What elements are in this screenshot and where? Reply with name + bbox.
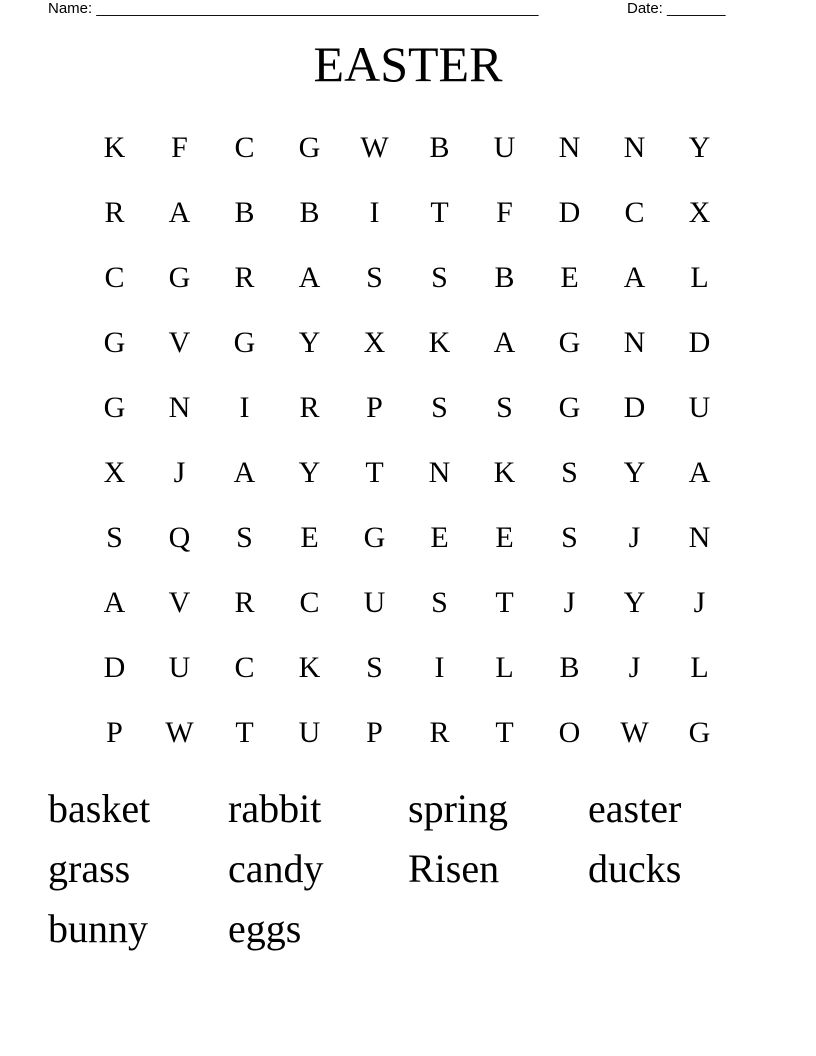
grid-letter: K	[493, 455, 516, 489]
grid-letter: G	[233, 325, 256, 359]
grid-letter: Q	[168, 520, 191, 554]
grid-letter: S	[561, 520, 578, 554]
grid-letter: G	[558, 325, 581, 359]
grid-letter: O	[558, 715, 581, 749]
grid-letter: P	[366, 390, 383, 424]
grid-letter: W	[360, 130, 389, 164]
grid-letter: D	[688, 325, 711, 359]
grid-letter: Y	[623, 455, 646, 489]
grid-letter: C	[299, 585, 320, 619]
date-field-label: Date: _______	[627, 0, 726, 17]
grid-letter: L	[690, 650, 709, 684]
grid-letter: I	[239, 390, 250, 424]
page-title: EASTER	[313, 36, 503, 92]
grid-letter: X	[363, 325, 386, 359]
grid-letter: C	[104, 260, 125, 294]
name-field-label: Name: _____________________________________________________	[48, 0, 539, 17]
grid-letter: J	[563, 585, 576, 619]
grid-letter: A	[298, 260, 321, 294]
grid-letter: J	[693, 585, 706, 619]
word-list	[48, 782, 768, 962]
grid-letter: A	[688, 455, 711, 489]
grid-letter: R	[429, 715, 450, 749]
grid-letter: R	[234, 260, 255, 294]
grid-letter: K	[298, 650, 321, 684]
grid-letter: W	[165, 715, 194, 749]
grid-letter: V	[168, 585, 191, 619]
grid-letter: J	[628, 650, 641, 684]
grid-letter: G	[363, 520, 386, 554]
header-line	[0, 0, 816, 20]
grid-letter: U	[688, 390, 711, 424]
grid-letter: P	[366, 715, 383, 749]
grid-letter: E	[430, 520, 449, 554]
grid-letter: B	[494, 260, 515, 294]
grid-letter: P	[106, 715, 123, 749]
grid-letter: A	[168, 195, 191, 229]
grid-letter: L	[690, 260, 709, 294]
grid-letter: N	[623, 130, 646, 164]
grid-letter: T	[495, 585, 514, 619]
grid-letter: S	[236, 520, 253, 554]
word-list-item: grass	[48, 846, 131, 891]
grid-letter: B	[429, 130, 450, 164]
grid-letter: J	[628, 520, 641, 554]
grid-letter: S	[366, 650, 383, 684]
grid-letter: R	[299, 390, 320, 424]
grid-letter: Y	[688, 130, 711, 164]
grid-letter: T	[430, 195, 449, 229]
grid-letter: B	[559, 650, 580, 684]
grid-letter: F	[496, 195, 513, 229]
grid-letter: G	[103, 325, 126, 359]
grid-letter: A	[623, 260, 646, 294]
grid-letter: N	[558, 130, 581, 164]
grid-letter: G	[298, 130, 321, 164]
grid-letter: R	[234, 585, 255, 619]
grid-letter: A	[103, 585, 126, 619]
grid-letter: E	[300, 520, 319, 554]
grid-letter: I	[369, 195, 380, 229]
grid-letter: Y	[298, 455, 321, 489]
grid-letter: U	[493, 130, 516, 164]
word-list-item: ducks	[588, 846, 682, 891]
grid-letter: Y	[623, 585, 646, 619]
grid-letter: B	[234, 195, 255, 229]
grid-letter: S	[431, 585, 448, 619]
grid-letter: X	[103, 455, 126, 489]
word-list-item: rabbit	[228, 786, 322, 831]
grid-letter: W	[620, 715, 649, 749]
grid-letter: F	[171, 130, 188, 164]
word-list-item: candy	[228, 846, 324, 891]
word-list-item: Risen	[408, 846, 500, 891]
grid-letter: T	[235, 715, 254, 749]
grid-letter: I	[434, 650, 445, 684]
grid-letter: N	[688, 520, 711, 554]
grid-letter: N	[623, 325, 646, 359]
grid-letter: S	[106, 520, 123, 554]
grid-letter: S	[431, 260, 448, 294]
grid-letter: C	[624, 195, 645, 229]
grid-letter: V	[168, 325, 191, 359]
grid-letter: U	[168, 650, 191, 684]
grid-letter: D	[103, 650, 126, 684]
grid-letter: G	[168, 260, 191, 294]
word-list-item: basket	[48, 786, 151, 831]
grid-letter: S	[431, 390, 448, 424]
grid-letter: E	[560, 260, 579, 294]
grid-letter: E	[495, 520, 514, 554]
grid-letter: S	[496, 390, 513, 424]
letter-grid	[82, 115, 732, 765]
grid-letter: L	[495, 650, 514, 684]
grid-letter: S	[366, 260, 383, 294]
grid-letter: B	[299, 195, 320, 229]
grid-letter: T	[495, 715, 514, 749]
grid-letter: Y	[298, 325, 321, 359]
grid-letter: U	[298, 715, 321, 749]
word-list-item: eggs	[228, 906, 302, 951]
grid-letter: D	[623, 390, 646, 424]
grid-letter: C	[234, 130, 255, 164]
grid-letter: K	[103, 130, 126, 164]
grid-letter: S	[561, 455, 578, 489]
grid-letter: C	[234, 650, 255, 684]
grid-letter: U	[363, 585, 386, 619]
word-list-item: bunny	[48, 906, 148, 951]
word-list-item: easter	[588, 786, 682, 831]
grid-letter: N	[168, 390, 191, 424]
grid-letter: A	[493, 325, 516, 359]
grid-letter: X	[688, 195, 711, 229]
grid-letter: N	[428, 455, 451, 489]
grid-letter: D	[558, 195, 581, 229]
grid-letter: R	[104, 195, 125, 229]
grid-letter: G	[558, 390, 581, 424]
grid-letter: A	[233, 455, 256, 489]
grid-letter: G	[103, 390, 126, 424]
grid-letter: K	[428, 325, 451, 359]
grid-letter: J	[173, 455, 186, 489]
word-list-item: spring	[408, 786, 508, 831]
grid-letter: G	[688, 715, 711, 749]
grid-letter: T	[365, 455, 384, 489]
